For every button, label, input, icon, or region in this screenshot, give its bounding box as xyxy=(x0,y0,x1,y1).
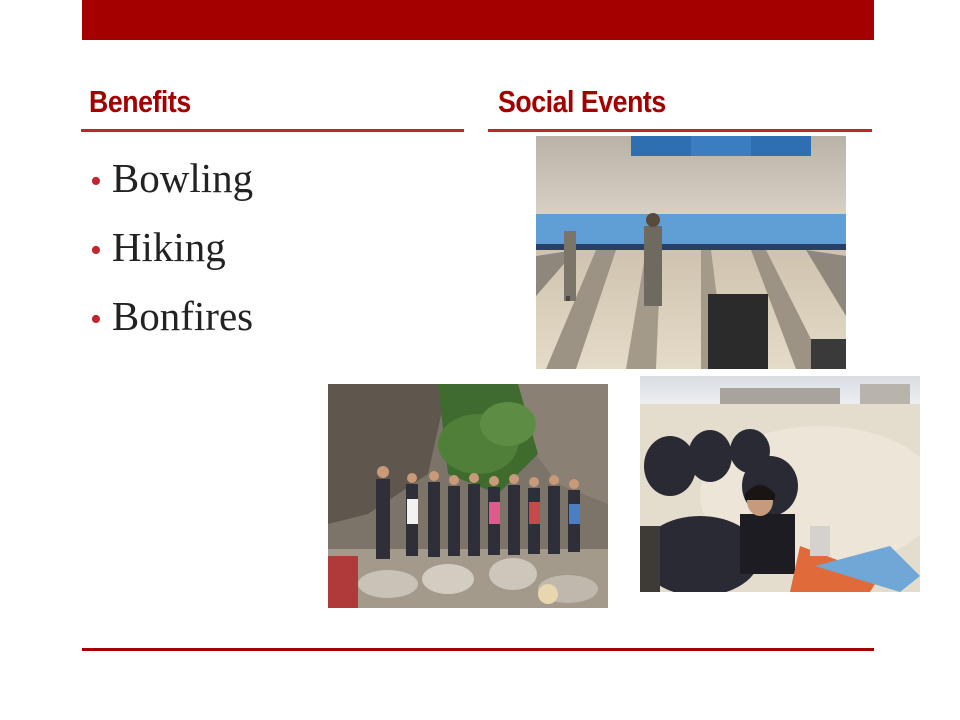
bullet-item-label: Hiking xyxy=(111,224,226,270)
bullet-item-label: Bowling xyxy=(111,155,254,201)
benefits-heading-rule xyxy=(81,129,464,132)
social-events-heading-rule xyxy=(488,129,872,132)
bullet-item-label: Bonfires xyxy=(111,293,254,339)
bullet-dot-icon: • xyxy=(90,232,102,269)
benefits-heading: Benefits xyxy=(89,84,191,119)
bullet-dot-icon: • xyxy=(90,301,102,338)
hiking-photo xyxy=(328,384,608,608)
bowling-photo xyxy=(536,136,846,369)
bullet-dot-icon: • xyxy=(90,163,102,200)
bullet-item xyxy=(90,150,253,219)
top-accent-bar xyxy=(82,0,874,40)
bullet-item xyxy=(90,288,253,357)
social-events-heading: Social Events xyxy=(498,84,666,119)
bottom-rule xyxy=(82,648,874,651)
bonfire-photo xyxy=(640,376,920,592)
bullet-item xyxy=(90,219,253,288)
bullet-list xyxy=(90,150,253,357)
